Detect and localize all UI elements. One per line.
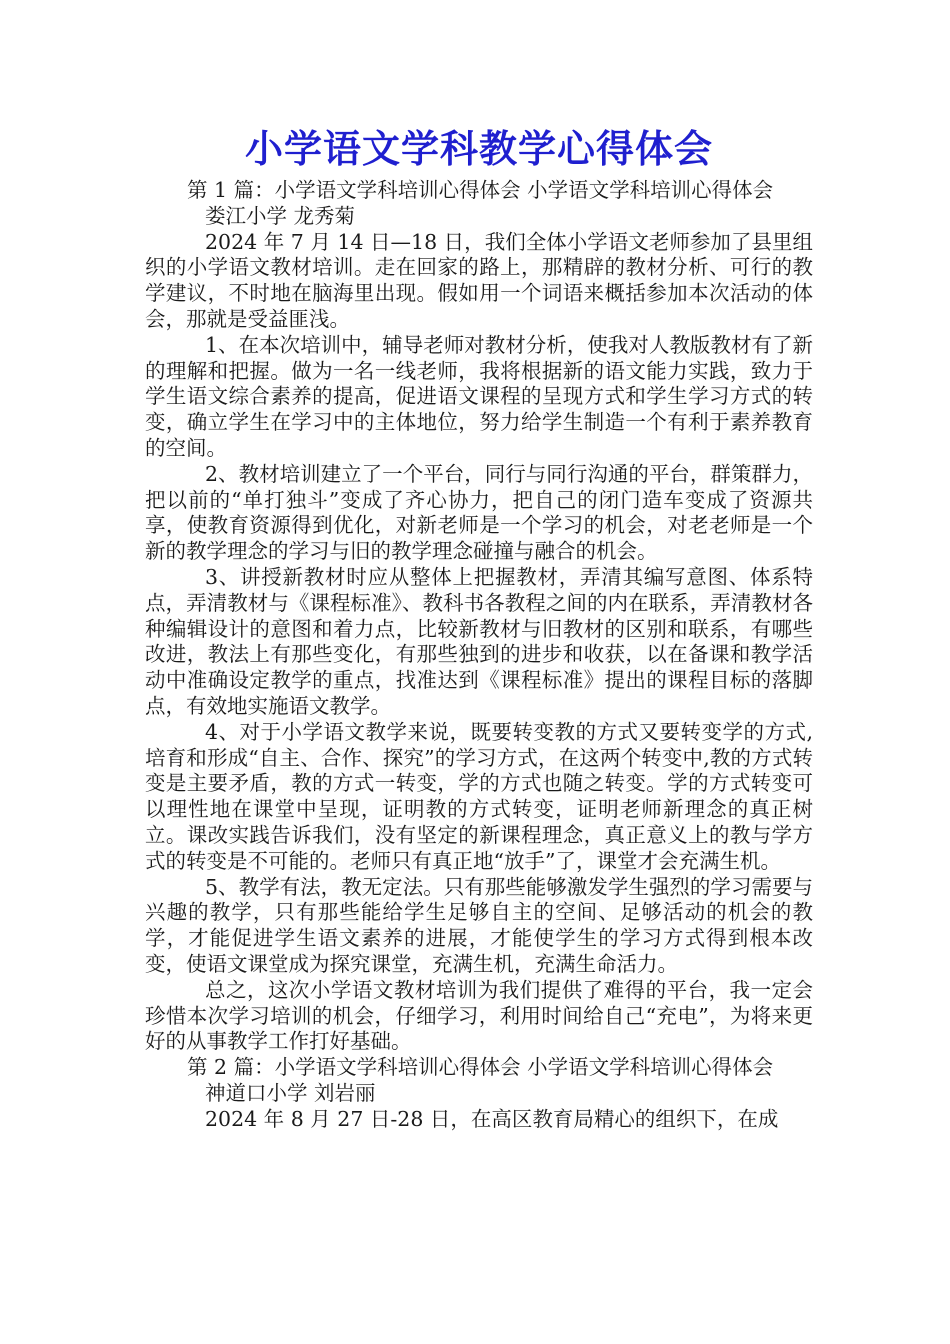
author-line: 娄江小学 龙秀菊 bbox=[205, 203, 356, 228]
body-paragraph: 总之，这次小学语文教材培训为我们提供了难得的平台，我一定会珍惜本次学习培训的机会，仔细学习，利用时间给自己“充电”，为将来更好的从事教学工作打好基础。 bbox=[145, 977, 813, 1054]
article-heading: 第 2 篇：小学语文学科培训心得体会 小学语文学科培训心得体会 bbox=[187, 1055, 774, 1080]
body-paragraph: 4、对于小学语文教学来说，既要转变教的方式又要转变学的方式,培育和形成“自主、合作、探究”的学习方式，在这两个转变中,教的方式转变是主要矛盾，教的方式一转变，学的方式也随之转变。学的方式转变可以理性地在课堂中呈现，证明教的方式转变，证明老师新理念的真正树立。课改实践告诉我们，没有坚定的新课程理念，真正意义上的教与学方式的转变是不可能的。老师只有真正地“放手”了，课堂才会充满生机。 bbox=[145, 719, 813, 873]
document-body bbox=[145, 178, 813, 1132]
document-title: 小学语文学科教学心得体会 bbox=[244, 126, 713, 171]
article-heading: 第 1 篇：小学语文学科培训心得体会 小学语文学科培训心得体会 bbox=[187, 178, 774, 202]
body-paragraph: 3、讲授新教材时应从整体上把握教材，弄清其编写意图、体系特点，弄清教材与《课程标准》、教科书各教程之间的内在联系，弄清教材各种编辑设计的意图和着力点，比较新教材与旧教材的区别和联系，有哪些改进，教法上有那些变化，有那些独到的进步和收获，以在备课和教学活动中准确设定教学的重点，找准达到《课程标准》提出的课程目标的落脚点，有效地实施语文教学。 bbox=[145, 564, 813, 718]
author-line: 神道口小学 刘岩丽 bbox=[205, 1080, 376, 1105]
document-page bbox=[145, 120, 813, 1132]
body-paragraph: 2、教材培训建立了一个平台，同行与同行沟通的平台，群策群力，把以前的“单打独斗”变成了齐心协力，把自己的闭门造车变成了资源共享，使教育资源得到优化，对新老师是一个学习的机会，对老老师是一个新的教学理念的学习与旧的教学理念碰撞与融合的机会。 bbox=[145, 461, 813, 564]
body-paragraph: 2024 年 8 月 27 日-28 日，在高区教育局精心的组织下，在成 bbox=[205, 1106, 779, 1131]
body-paragraph: 2024 年 7 月 14 日—18 日，我们全体小学语文老师参加了县里组织的小学语文教材培训。走在回家的路上，那精辟的教材分析、可行的教学建议，不时地在脑海里出现。假如用一个词语来概括参加本次活动的体会，那就是受益匪浅。 bbox=[145, 229, 813, 331]
body-paragraph: 5、教学有法，教无定法。只有那些能够激发学生强烈的学习需要与兴趣的教学，只有那些能给学生足够自主的空间、足够活动的机会的教学，才能促进学生语文素养的进展，才能使学生的学习方式得到根本改变，使语文课堂成为探究课堂，充满生机，充满生命活力。 bbox=[145, 874, 813, 976]
body-paragraph: 1、在本次培训中，辅导老师对教材分析，使我对人教版教材有了新的理解和把握。做为一名一线老师，我将根据新的语文能力实践，致力于学生语文综合素养的提高，促进语文课程的呈现方式和学生学习方式的转变，确立学生在学习中的主体地位，努力给学生制造一个有利于素养教育的空间。 bbox=[145, 332, 813, 460]
